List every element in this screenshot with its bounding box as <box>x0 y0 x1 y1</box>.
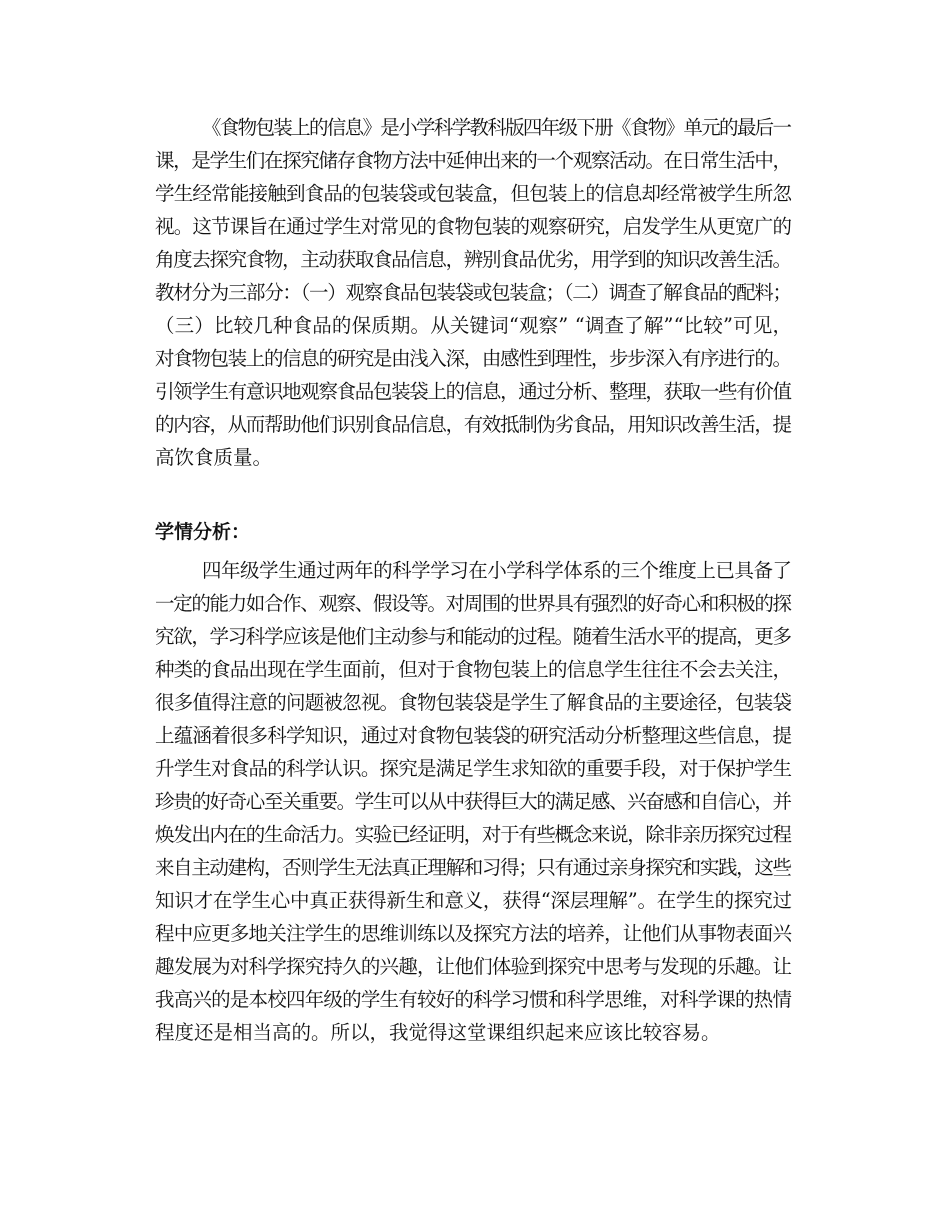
text-line: 教材分为三部分：（一）观察食品包装袋或包装盒；（二）调查了解食品的配料； <box>155 281 791 304</box>
text-line: 升学生对食品的科学认识。探究是满足学生求知欲的重要手段，对于保护学生 <box>155 757 792 780</box>
text-line: 《食物包装上的信息》是小学科学教科版四年级下册《食物》单元的最后一 <box>202 116 791 139</box>
text-line: 趣发展为对科学探究持久的兴趣，让他们体验到探究中思考与发现的乐趣。让 <box>155 955 792 978</box>
text-line: 高饮食质量。 <box>155 446 273 469</box>
text-line: 珍贵的好奇心至关重要。学生可以从中获得巨大的满足感、兴奋感和自信心，并 <box>155 790 791 813</box>
section-heading-student-analysis: 学情分析： <box>155 521 251 543</box>
text-line: 上蕴涵着很多科学知识，通过对食物包装袋的研究活动分析整理这些信息，提 <box>155 724 792 747</box>
text-line: 视。这节课旨在通过学生对常见的食物包装的观察研究，启发学生从更宽广的 <box>155 215 792 238</box>
text-line: 很多值得注意的问题被忽视。食物包装袋是学生了解食品的主要途径，包装袋 <box>155 691 792 714</box>
text-line: 课，是学生们在探究储存食物方法中延伸出来的一个观察活动。在日常生活中， <box>155 149 791 172</box>
text-line: 学生经常能接触到食品的包装袋或包装盒，但包装上的信息却经常被学生所忽 <box>155 182 792 205</box>
text-line: 我高兴的是本校四年级的学生有较好的科学习惯和科学思维，对科学课的热情 <box>155 988 792 1011</box>
text-line: 知识才在学生心中真正获得新生和意义，获得“深层理解”。在学生的探究过 <box>155 889 792 912</box>
text-line: 一定的能力如合作、观察、假设等。对周围的世界具有强烈的好奇心和积极的探 <box>155 592 791 615</box>
text-line: 究欲，学习科学应该是他们主动参与和能动的过程。随着生活水平的提高，更多 <box>155 625 791 648</box>
text-line: 种类的食品出现在学生面前，但对于食物包装上的信息学生往往不会去关注， <box>155 658 792 681</box>
text-line: 引领学生有意识地观察食品包装袋上的信息，通过分析、整理，获取一些有价值 <box>155 380 791 403</box>
text-line: 角度去探究食物，主动获取食品信息，辨别食品优劣，用学到的知识改善生活。 <box>155 248 791 271</box>
text-line: 焕发出内在的生命活力。实验已经证明，对于有些概念来说，除非亲历探究过程 <box>155 823 791 846</box>
text-line: 的内容，从而帮助他们识别食品信息，有效抵制伪劣食品，用知识改善生活，提 <box>155 413 791 436</box>
text-line: 程中应更多地关注学生的思维训练以及探究方法的培养，让他们从事物表面兴 <box>155 922 792 945</box>
text-line: 四年级学生通过两年的科学学习在小学科学体系的三个维度上已具备了 <box>202 559 792 582</box>
text-line: 来自主动建构，否则学生无法真正理解和习得；只有通过亲身探究和实践，这些 <box>155 856 791 879</box>
text-line: 程度还是相当高的。所以，我觉得这堂课组织起来应该比较容易。 <box>155 1021 721 1044</box>
text-line: （三）比较几种食品的保质期。从关键词“观察” “调查了解”“比较”可见， <box>155 314 793 337</box>
text-line: 对食物包装上的信息的研究是由浅入深，由感性到理性，步步深入有序进行的。 <box>155 347 791 370</box>
